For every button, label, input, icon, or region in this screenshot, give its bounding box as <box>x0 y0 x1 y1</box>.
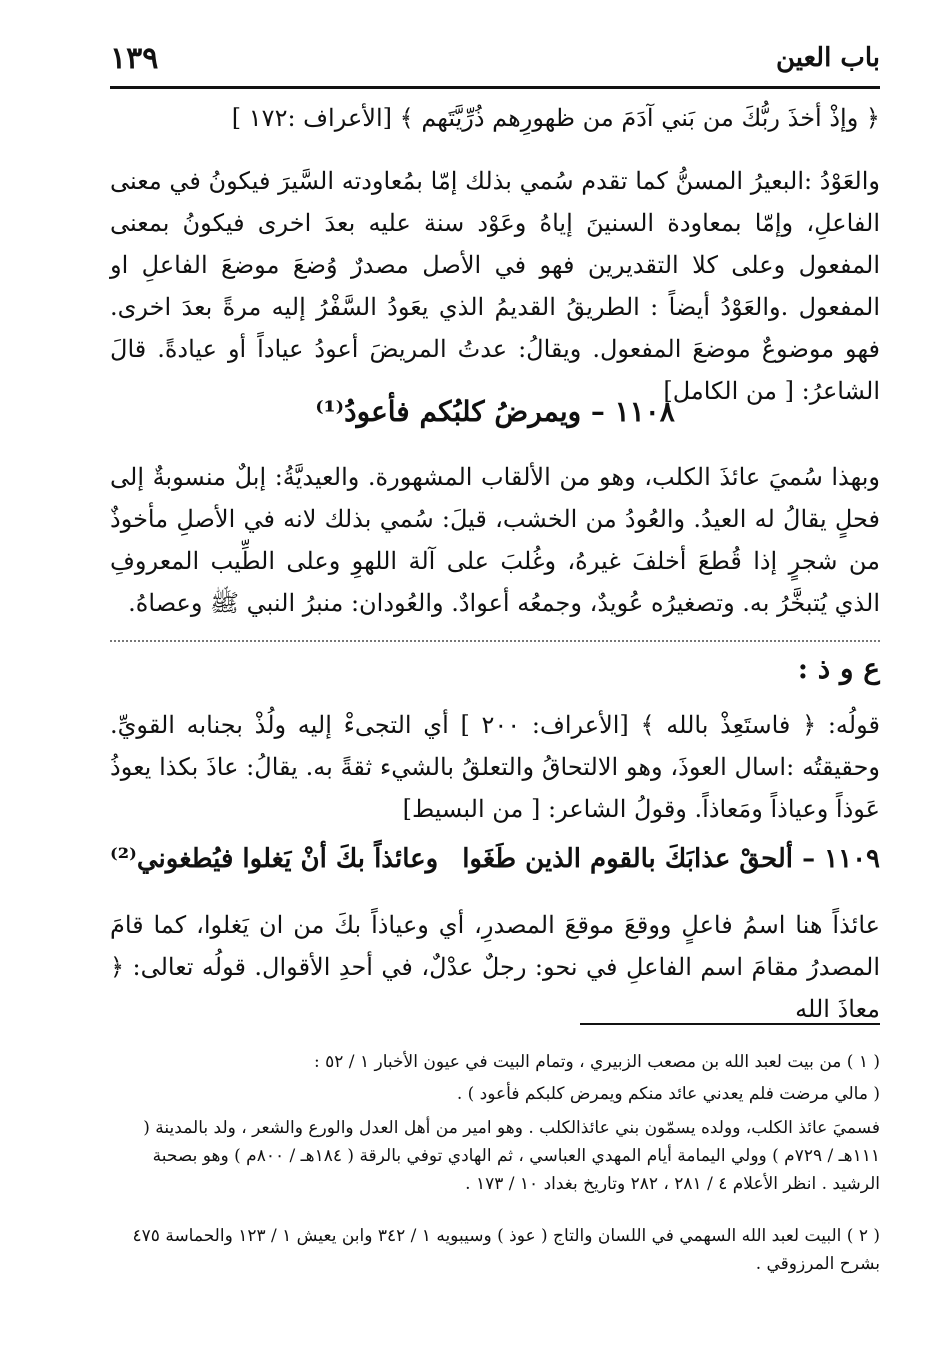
verse-1109-first-hemistich: ١١٠٩ – ألحقْ عذابَكَ بالقوم الذين طَغَوا <box>462 844 880 874</box>
chapter-title: باب العين <box>775 43 880 73</box>
verse-1109-second-hemistich: وعائذاً بكَ أنْ يَغلوا فيُطغوني⁽²⁾ <box>110 844 439 874</box>
footnote-1-intro: ( ١ ) من بيت لعبد الله بن مصعب الزبيري ، وتمام البيت في عيون الأخبار ١ / ٥٢ : <box>314 1052 880 1072</box>
verse-1108: ١١٠٨ – ويمرضُ كلبُكم فأعودُ⁽¹⁾ <box>315 395 675 428</box>
page-header <box>110 38 880 78</box>
paragraph-3: قولُه: ﴿ فاستَعِذْ بالله ﴾ [الأعراف: ٢٠٠ ] أي التجىءْ إليه ولُذْ بجنابه القويِّ. وحقيقتُه :اسال العوذَ، وهو الالتحاقُ والتعلقُ بالشيء ثقةً به. يقالُ: عاذَ بكذا يعوذُ عَوذاً وعياذاً ومَعاذاً. وقولُ الشاعر: [ من البسيط] <box>110 711 880 823</box>
page-number: ١٣٩ <box>110 40 159 76</box>
header-rule <box>110 86 880 89</box>
section-divider <box>110 640 880 642</box>
footnote-rule <box>580 1023 880 1025</box>
entry-heading: ع و ذ : <box>797 652 880 685</box>
paragraph-4: عائذاً هنا اسمُ فاعلٍ ووقعَ موقعَ المصدرِ، أي وعياذاً بكَ من ان يَغلوا، كما قامَ المصدرُ مقامَ اسم الفاعلِ في نحو: رجلٌ عدْلٌ، في أحدِ الأقوال. قولُه تعالى: ﴿ معاذَ الله <box>110 911 880 1023</box>
paragraph-1: والعَوْدُ :البعيرُ المسنُّ كما تقدم سُمي بذلك إمّا بمُعاودته السَّيرَ فيكونُ في معنى الفاعلِ، وإمّا بمعاودة السنينَ إياهُ وعَوْد سنة عليه بعدَ اخرى فيكونُ بمعنى المفعول وعلى كلا التقديرين فهو في الأصل مصدرٌ وُضعَ موضعَ الفاعلِ او المفعول .والعَوْدُ أيضاً : الطريقُ القديمُ الذي يعَودُ السَّفْرُ إليه مرةً بعدَ اخرى. فهو موضوعٌ موضعَ المفعول. ويقالُ: عدتُ المريضَ أعودُ عياداً أو عيادةً. قالَ الشاعرُ: [ من الكامل] <box>110 167 880 405</box>
quran-quote: ﴿ وإذْ أخذَ ربُّكَ من بَني آدَمَ من ظهورِهم ذُرِّيَّتَهم ﴾ [الأعراف :١٧٢ ] <box>231 104 880 132</box>
footnote-2: ( ٢ ) البيت لعبد الله السهمي في اللسان والتاج ( عوذ ) وسيبويه ١ / ٣٤٢ وابن يعيش ١ / ١٢٣ والحماسة ٤٧٥ بشرح المرزوقي . <box>132 1226 880 1274</box>
footnote-1-verse: ( مالي مرضت فلم يعدني عائد منكم ويمرض كلبكم فأعود ) . <box>456 1084 880 1104</box>
paragraph-2: وبهذا سُميَ عائذَ الكلب، وهو من الألقاب المشهورة. والعيديَّةُ: إبلٌ منسوبةٌ إلى فحلٍ يقالُ له العيدُ. والعُودُ من الخشب، قيلَ: سُمي بذلك لانه في الأصلِ مأخوذٌ من شجرٍ إذا قُطعَ أخلفَ غيرهُ، وغُلبَ على آلة اللهوِ وعلى الطِّيب المعروفِ الذي يُتبخَّرُ به. وتصغيرُه عُويدٌ، وجمعُه أعوادٌ. والعُودان: منبرُ النبي ﷺ وعصاهُ. <box>110 463 880 617</box>
footnote-1-bio: فسميَ عائذ الكلب، وولده يسمّون بني عائذالكلب . وهو امير من أهل العدل والورع والشعر ، ولد بالمدينة ( ١١١هـ / ٧٢٩م ) وولي اليمامة أيام المهدي العباسي ، ثم الهادي توفي بالرقة ( ١٨٤هـ / ٨٠٠م ) وهو بصحبة الرشيد . انظر الأعلام ٤ / ٢٨١ ، ٢٨٢ وتاريخ بغداد ١٠ / ١٧٣ . <box>143 1118 880 1194</box>
verse-1109 <box>110 844 880 874</box>
